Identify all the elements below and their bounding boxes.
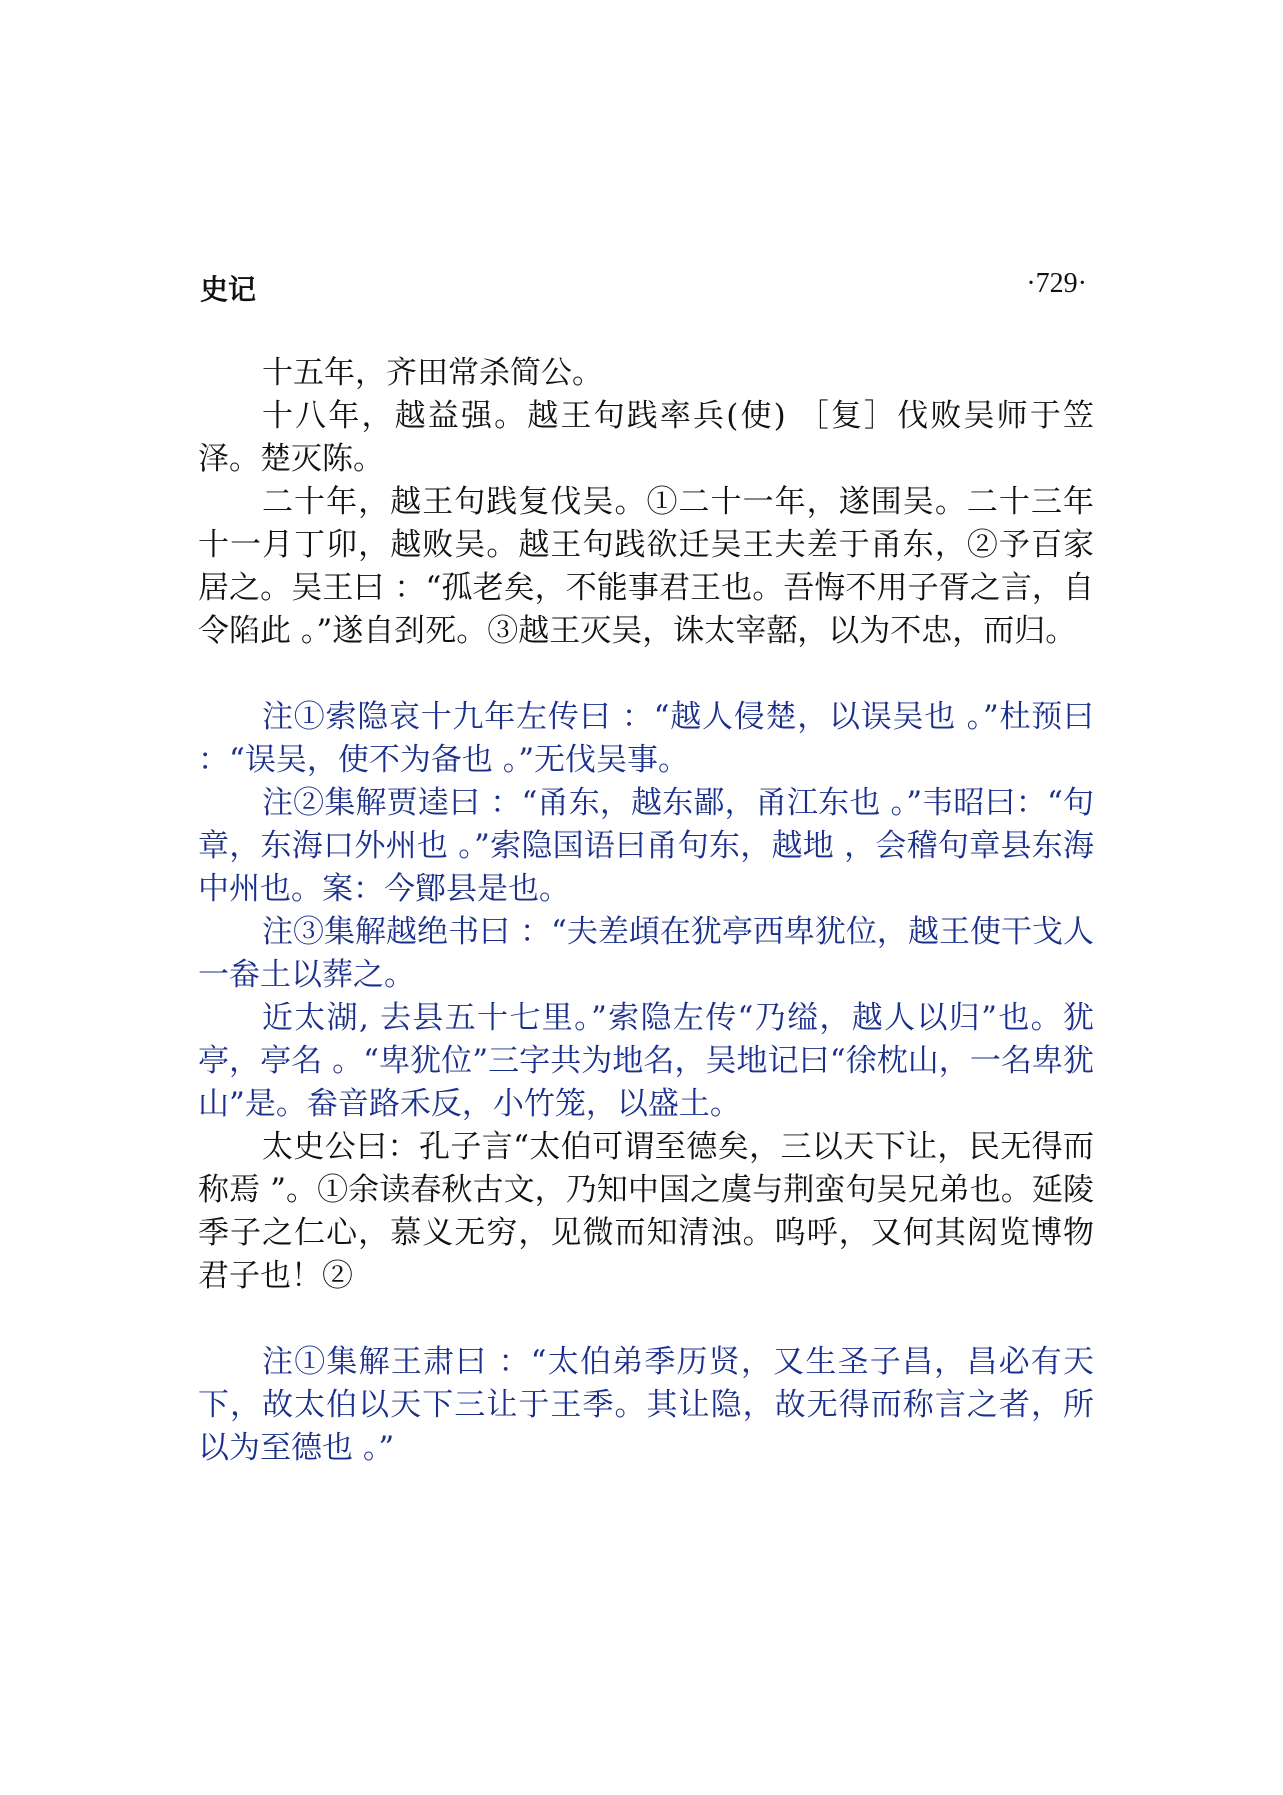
main-paragraph: 十五年，齐田常杀简公。	[262, 355, 603, 391]
main-paragraph: 十八年，越益强。越王句践率兵(使) ［复］伐败吴师于笠泽。楚灭陈。	[198, 398, 1094, 477]
main-paragraph: 太史公曰：孔子言“太伯可谓至德矣，三以天下让，民无得而称焉 ”。①余读春秋古文，乃知中国之虞与荆蛮句吴兄弟也。延陵季子之仁心，慕义无穷，见微而知清浊。呜呼，又何其闳览博物君子也！②	[198, 1129, 1094, 1294]
note-paragraph: 注②集解贾逵曰 ：“甬东，越东鄙，甬江东也 。”韦昭曰：“句章，东海口外州也 。”索隐国语曰甬句东，越地 ，会稽句章县东海中州也。案：今鄮县是也。	[198, 785, 1094, 907]
section-gap	[198, 1298, 1094, 1341]
note-paragraph: 注①集解王肃曰 ：“太伯弟季历贤，又生圣子昌，昌必有天下，故太伯以天下三让于王季。其让隐，故无得而称言之者，所以为至德也 。”	[198, 1344, 1094, 1466]
page-body	[198, 352, 1094, 1470]
main-text-section-2	[198, 1126, 1094, 1298]
main-text-section-1	[198, 352, 1094, 653]
note-paragraph: 注③集解越绝书曰 ：“夫差頉在犹亭西卑犹位，越王使干戈人一畚土以葬之。	[198, 914, 1094, 993]
page-number: ·729·	[1026, 268, 1087, 299]
main-paragraph: 二十年，越王句践复伐吴。①二十一年，遂围吴。二十三年十一月丁卯，越败吴。越王句践欲迁吴王夫差于甬东，②予百家居之。吴王曰 ：“孤老矣，不能事君王也。吾悔不用子胥之言，自令陷此 。”遂自刭死。③越王灭吴，诛太宰嚭，以为不忠，而归。	[198, 484, 1094, 649]
notes-section-2	[198, 1341, 1094, 1470]
book-title: 史记	[200, 273, 257, 306]
note-paragraph: 近太湖, 去县五十七里。”索隐左传“乃缢，越人以归”也。犹亭，亭名 。“卑犹位”三字共为地名，吴地记曰“徐枕山，一名卑犹山”是。畚音路禾反，小竹笼，以盛土。	[198, 1000, 1094, 1122]
section-gap	[198, 653, 1094, 696]
running-header	[200, 268, 1087, 308]
notes-section-1	[198, 696, 1094, 1126]
note-paragraph: 注①索隐哀十九年左传曰 ：“越人侵楚，以误吴也 。”杜预曰 ：“误吴，使不为备也 。”无伐吴事。	[198, 699, 1094, 778]
